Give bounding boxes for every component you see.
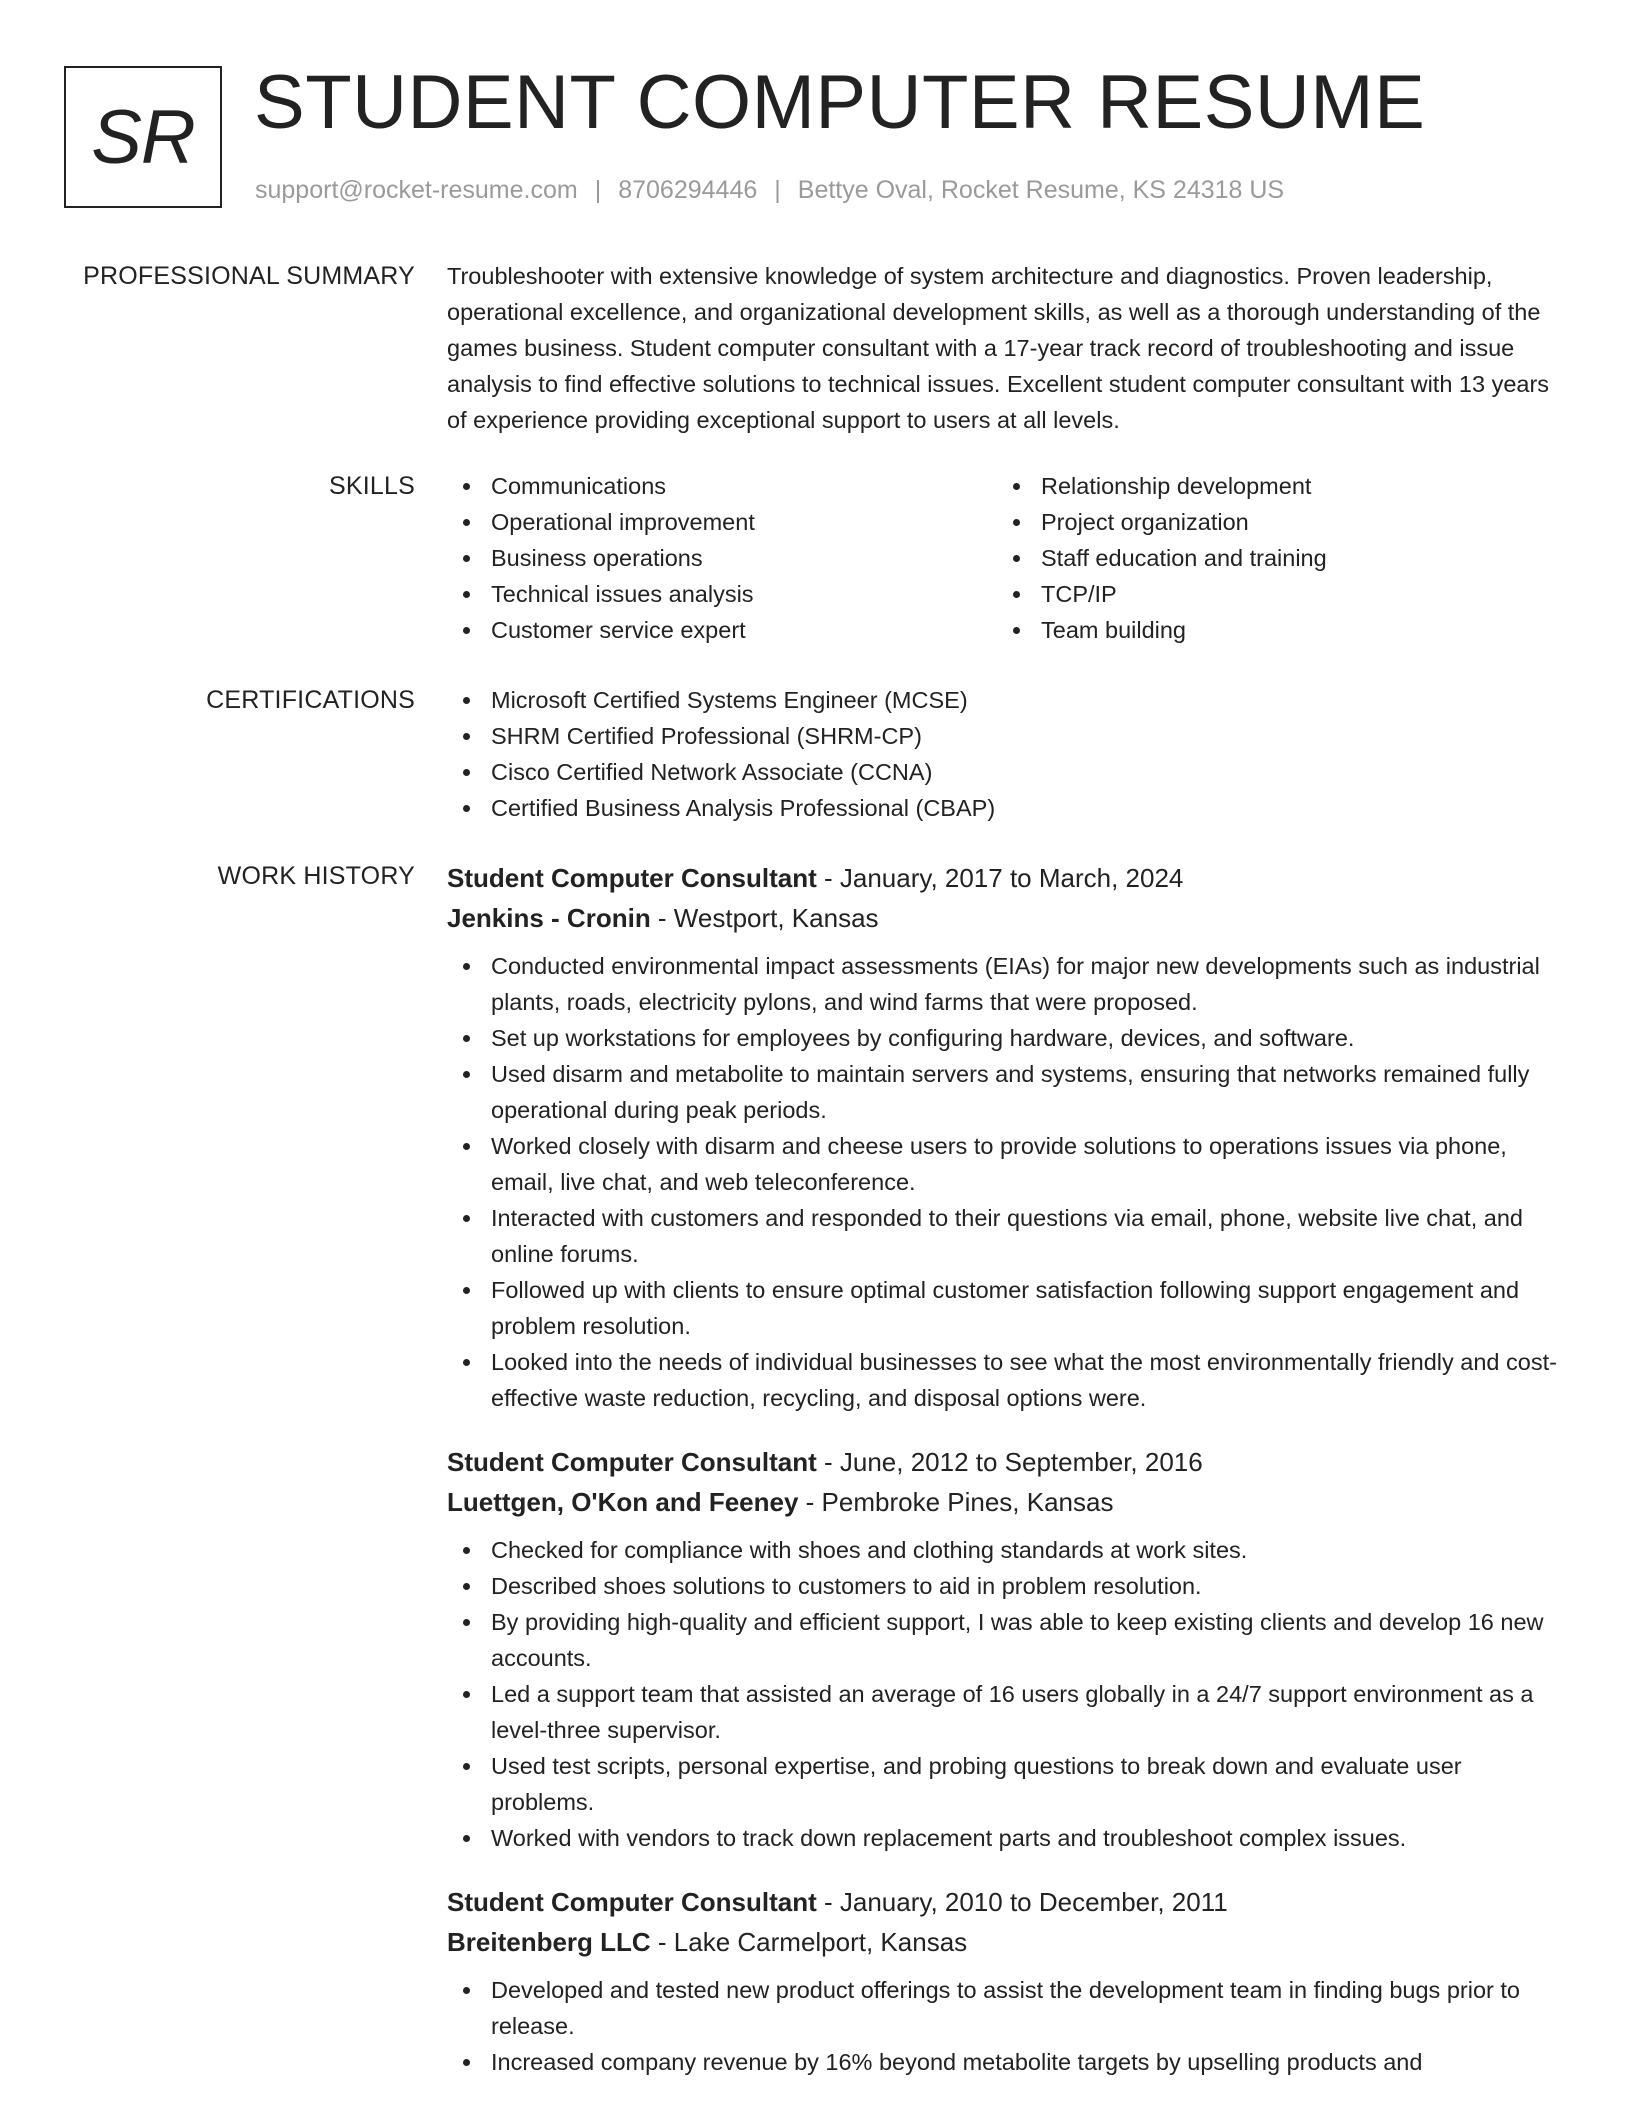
job-company: Jenkins - Cronin (447, 903, 651, 933)
skill-item: Project organization (997, 504, 1547, 540)
job-bullet: Conducted environmental impact assessments (EIAs) for major new developments such as industrial plants, roads, electricity pylons, and wind farms that were proposed. (447, 948, 1569, 1020)
skill-item: Business operations (447, 540, 997, 576)
job-location: - Westport, Kansas (650, 903, 879, 933)
skill-item: Technical issues analysis (447, 576, 997, 612)
skill-item: Operational improvement (447, 504, 997, 540)
work-history-heading: WORK HISTORY (217, 862, 415, 890)
job-company: Breitenberg LLC (447, 1927, 651, 1957)
job-company-line (447, 898, 1569, 938)
job-title: Student Computer Consultant (447, 1447, 817, 1477)
job-bullet: Used test scripts, personal expertise, and probing questions to break down and evaluate user problems. (447, 1748, 1569, 1820)
skill-item: Team building (997, 612, 1547, 648)
job-title: Student Computer Consultant (447, 1887, 817, 1917)
skill-item: Staff education and training (997, 540, 1547, 576)
job-bullet: Worked closely with disarm and cheese users to provide solutions to operations issues via phone, email, live chat, and web teleconference. (447, 1128, 1569, 1200)
skill-item: Customer service expert (447, 612, 997, 648)
contact-line (255, 174, 1284, 206)
job-entry (447, 858, 1569, 1416)
job-company: Luettgen, O'Kon and Feeney (447, 1487, 799, 1517)
job-title-line (447, 858, 1569, 898)
job-dates: - June, 2012 to September, 2016 (816, 1447, 1203, 1477)
job-bullet: Led a support team that assisted an average of 16 users globally in a 24/7 support environment as a level-three supervisor. (447, 1676, 1569, 1748)
job-title-line (447, 1882, 1569, 1922)
certification-item: Microsoft Certified Systems Engineer (MCSE) (447, 682, 1569, 718)
contact-phone: 8706294446 (618, 176, 758, 204)
job-bullet: Described shoes solutions to customers to aid in problem resolution. (447, 1568, 1569, 1604)
skill-item: TCP/IP (997, 576, 1547, 612)
job-dates: - January, 2010 to December, 2011 (816, 1887, 1228, 1917)
summary-text: Troubleshooter with extensive knowledge of system architecture and diagnostics. Proven leadership, operational excellence, and organizational development skills, as well as a thorough understanding of the games business. Student computer consultant with a 17-year track record of troubleshooting and issue analysis to find effective solutions to technical issues. Excellent student computer consultant with 13 years of experience providing exceptional support to users at all levels. (447, 263, 1550, 433)
work-history-content (447, 858, 1569, 2106)
certification-item: Certified Business Analysis Professional (CBAP) (447, 790, 1569, 826)
job-bullet: Followed up with clients to ensure optimal customer satisfaction following support engagement and problem resolution. (447, 1272, 1569, 1344)
job-bullets (447, 1532, 1569, 1856)
job-bullet: Looked into the needs of individual businesses to see what the most environmentally friendly and cost-effective waste reduction, recycling, and disposal options were. (447, 1344, 1569, 1416)
job-location: - Pembroke Pines, Kansas (798, 1487, 1114, 1517)
job-bullet: By providing high-quality and efficient support, I was able to keep existing clients and develop 16 new accounts. (447, 1604, 1569, 1676)
job-bullets (447, 948, 1569, 1416)
skill-item: Communications (447, 468, 997, 504)
monogram-logo: SR (64, 66, 222, 208)
summary-heading: PROFESSIONAL SUMMARY (83, 262, 415, 290)
job-bullet: Used disarm and metabolite to maintain servers and systems, ensuring that networks remained fully operational during peak periods. (447, 1056, 1569, 1128)
contact-email: support@rocket-resume.com (255, 176, 578, 204)
job-location: - Lake Carmelport, Kansas (650, 1927, 968, 1957)
skill-item: Relationship development (997, 468, 1547, 504)
contact-separator: | (594, 176, 602, 204)
job-title-line (447, 1442, 1569, 1482)
certification-item: SHRM Certified Professional (SHRM-CP) (447, 718, 1569, 754)
job-company-line (447, 1922, 1569, 1962)
resume-title: STUDENT COMPUTER RESUME (254, 60, 1426, 145)
contact-separator: | (774, 176, 781, 204)
skills-list-left (447, 468, 997, 648)
skills-list-right (997, 468, 1547, 648)
skills-grid (447, 468, 1569, 648)
summary-content (447, 258, 1569, 438)
job-entry (447, 1442, 1569, 1856)
job-entry (447, 1882, 1569, 2080)
certifications-heading: CERTIFICATIONS (206, 686, 415, 714)
job-bullet: Developed and tested new product offerings to assist the development team in finding bugs prior to release. (447, 1972, 1569, 2044)
job-bullet: Worked with vendors to track down replacement parts and troubleshoot complex issues. (447, 1820, 1569, 1856)
job-company-line (447, 1482, 1569, 1522)
job-dates: - January, 2017 to March, 2024 (816, 863, 1184, 893)
job-bullet: Increased company revenue by 16% beyond metabolite targets by upselling products and (447, 2044, 1569, 2080)
certifications-content (447, 682, 1569, 826)
job-bullet: Set up workstations for employees by configuring hardware, devices, and software. (447, 1020, 1569, 1056)
certification-item: Cisco Certified Network Associate (CCNA) (447, 754, 1569, 790)
job-bullet: Checked for compliance with shoes and clothing standards at work sites. (447, 1532, 1569, 1568)
job-bullets (447, 1972, 1569, 2080)
job-bullet: Interacted with customers and responded to their questions via email, phone, website live chat, and online forums. (447, 1200, 1569, 1272)
job-title: Student Computer Consultant (447, 863, 817, 893)
contact-address: Bettye Oval, Rocket Resume, KS 24318 US (797, 176, 1285, 204)
certifications-list (447, 682, 1569, 826)
skills-heading: SKILLS (329, 472, 415, 500)
